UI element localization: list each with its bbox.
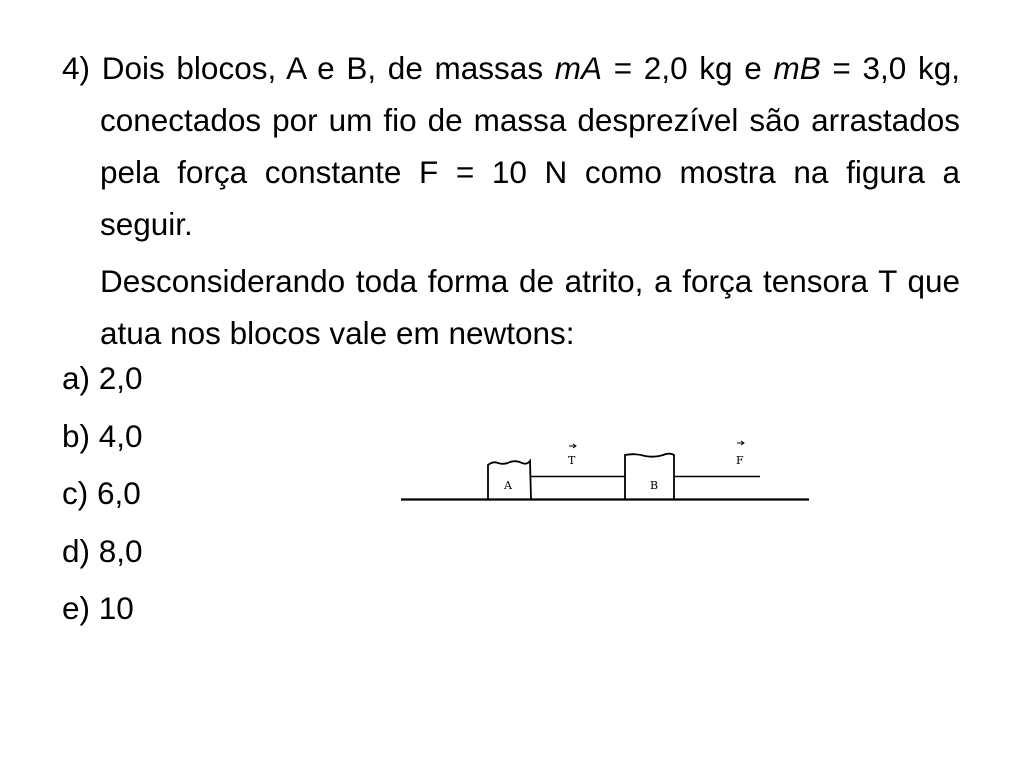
question-text — [62, 42, 960, 359]
option-value: 10 — [98, 590, 134, 626]
question-statement — [62, 42, 960, 250]
question-statement-rest: = 3,0 kg, conectados por um fio de massa desprezível são arrastados pela força constante F = 10 N como mostra na figura a seguir. — [100, 50, 961, 242]
option-b[interactable] — [62, 408, 143, 466]
answer-options — [62, 350, 143, 638]
blocks-figure — [398, 438, 814, 508]
option-label: c) — [62, 475, 89, 511]
option-e[interactable] — [62, 580, 143, 638]
mass-a-value: = 2,0 kg e — [602, 50, 774, 86]
force-label: F — [736, 454, 744, 467]
option-label: e) — [62, 590, 91, 626]
option-value: 2,0 — [98, 360, 143, 396]
option-label: a) — [62, 360, 91, 396]
option-value: 4,0 — [98, 417, 143, 454]
option-value: 6,0 — [97, 475, 141, 511]
option-label: b) — [62, 417, 91, 454]
blocks-diagram — [398, 438, 814, 508]
tension-label: T — [568, 454, 576, 467]
mass-b-symbol: mB — [773, 50, 821, 86]
block-a-label: A — [504, 479, 512, 492]
block-b — [625, 454, 674, 499]
question-number: 4) — [62, 50, 91, 86]
option-a[interactable] — [62, 350, 143, 408]
question-intro: Dois blocos, A e B, de massas — [90, 50, 555, 86]
mass-a-symbol: mA — [554, 50, 603, 86]
option-d[interactable] — [62, 523, 143, 581]
question-prompt: Desconsiderando toda forma de atrito, a força tensora T que atua nos blocos vale em newtons: — [100, 263, 960, 351]
option-c[interactable] — [62, 465, 143, 523]
option-label: d) — [62, 532, 91, 569]
option-value: 8,0 — [98, 532, 143, 569]
block-b-label: B — [650, 479, 659, 492]
